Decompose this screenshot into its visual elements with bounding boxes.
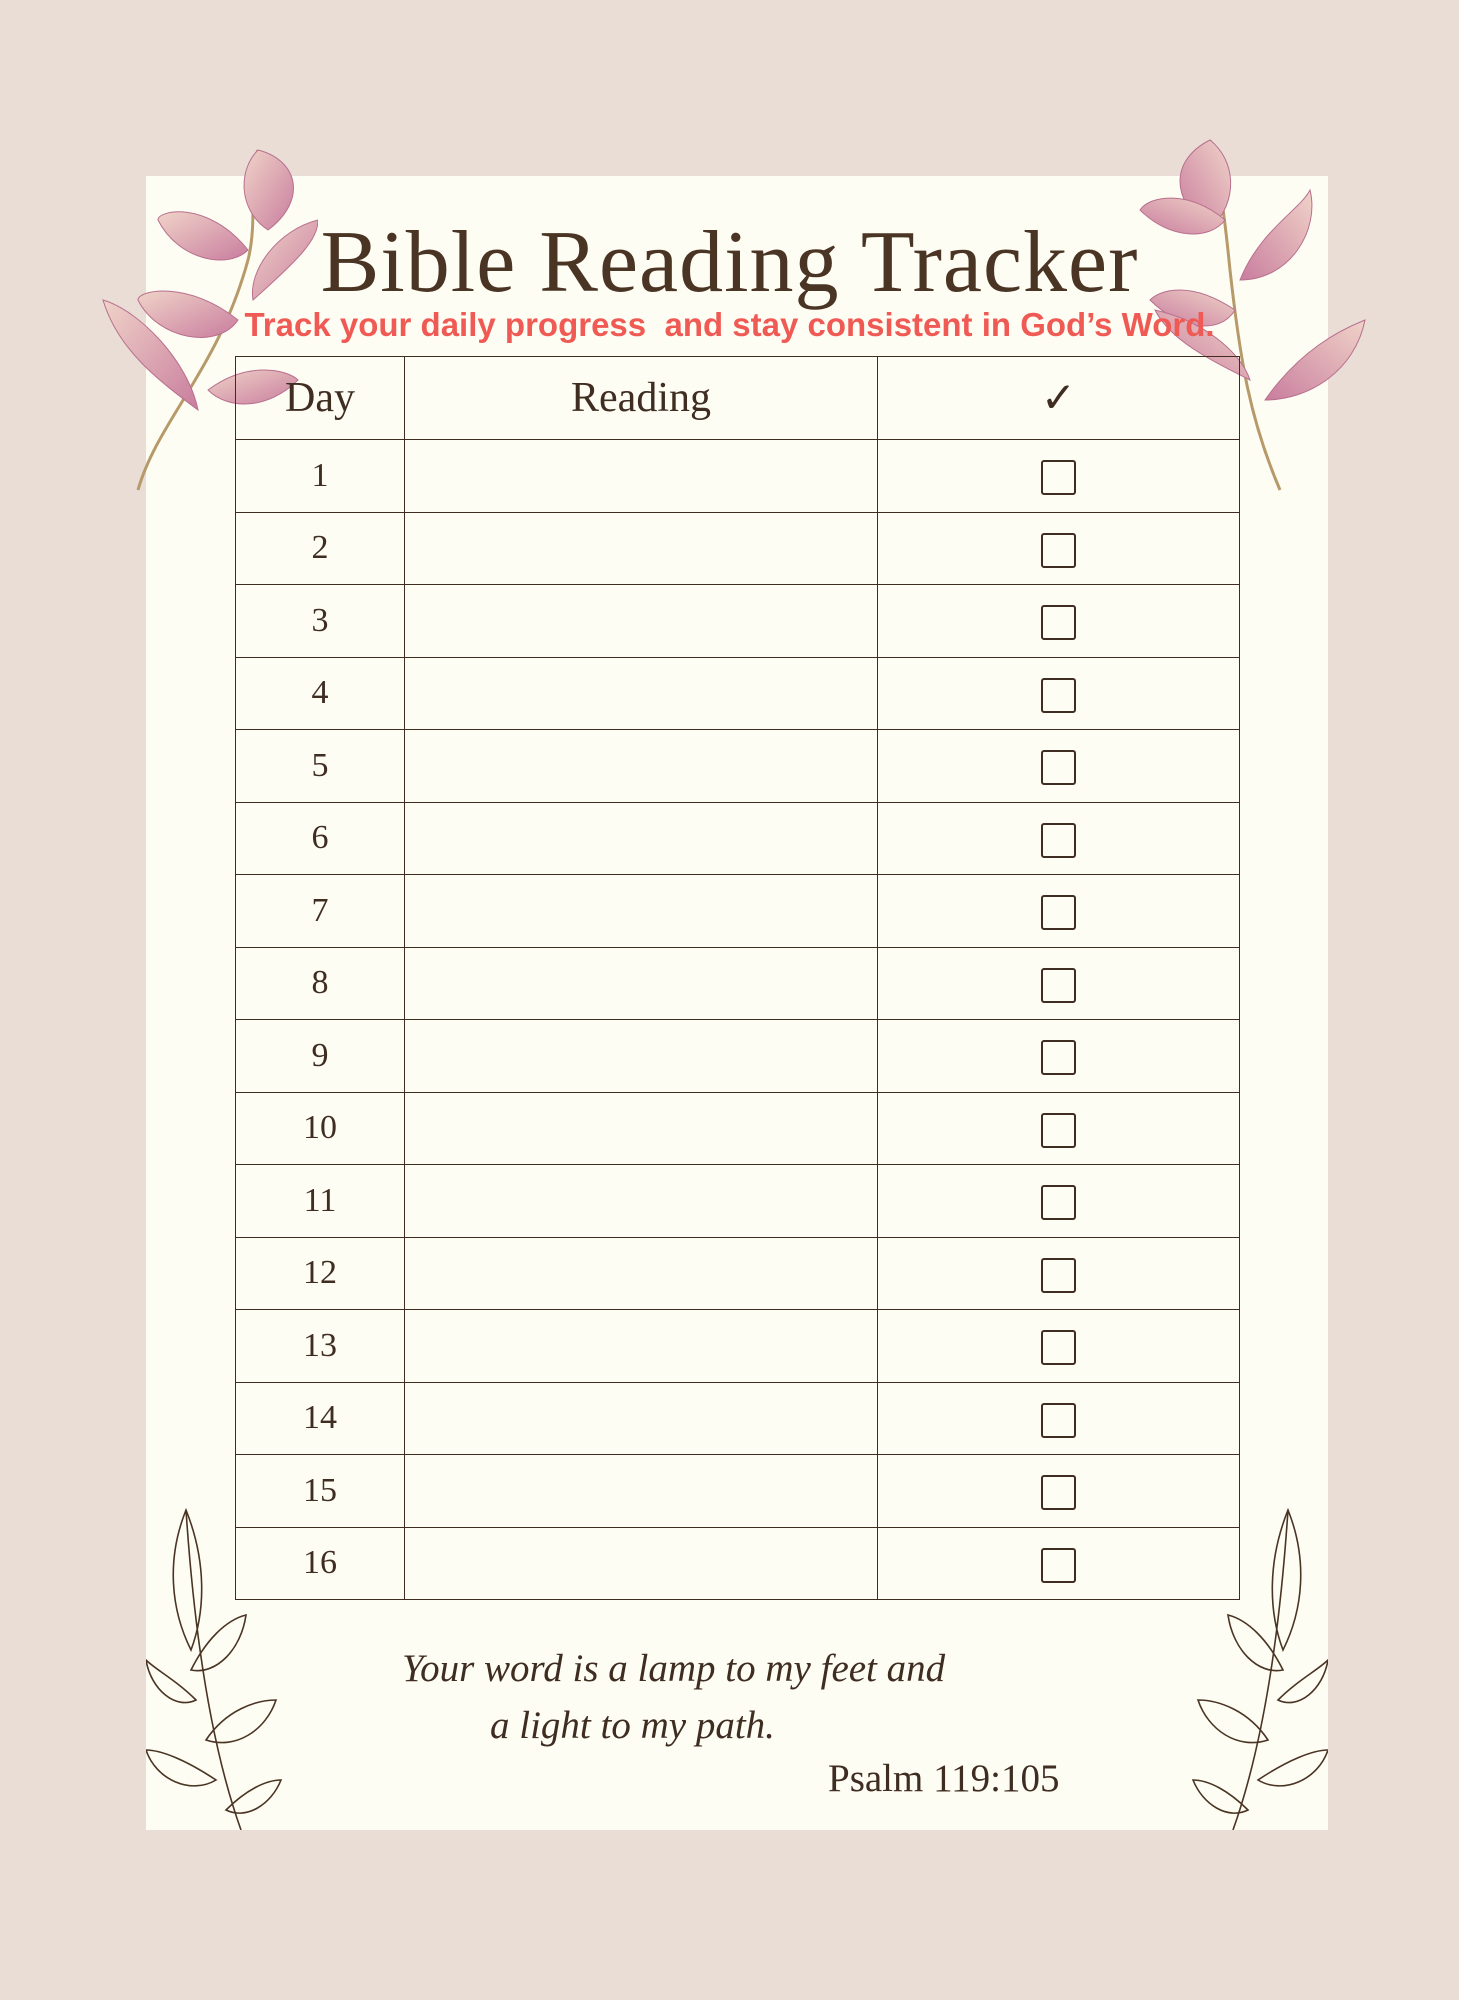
table-row — [236, 875, 1240, 948]
check-cell — [878, 440, 1240, 513]
reading-cell[interactable] — [405, 1092, 878, 1165]
table-row — [236, 1020, 1240, 1093]
verse-reference: Psalm 119:105 — [828, 1757, 1060, 1800]
day-number: 10 — [236, 1092, 405, 1165]
table-row — [236, 1382, 1240, 1455]
check-cell — [878, 1455, 1240, 1528]
day-number: 1 — [236, 440, 405, 513]
reading-cell[interactable] — [405, 1237, 878, 1310]
check-cell — [878, 1092, 1240, 1165]
table-row — [236, 585, 1240, 658]
checkbox[interactable] — [1041, 1548, 1076, 1583]
reading-cell[interactable] — [405, 440, 878, 513]
day-number: 3 — [236, 585, 405, 658]
table-row — [236, 802, 1240, 875]
reading-cell[interactable] — [405, 1165, 878, 1238]
checkbox[interactable] — [1041, 823, 1076, 858]
verse-line-2: a light to my path. — [490, 1704, 775, 1747]
day-number: 4 — [236, 657, 405, 730]
reading-cell[interactable] — [405, 730, 878, 803]
reading-cell[interactable] — [405, 947, 878, 1020]
checkbox[interactable] — [1041, 750, 1076, 785]
check-cell — [878, 1237, 1240, 1310]
checkbox[interactable] — [1041, 1040, 1076, 1075]
reading-tracker-table — [235, 356, 1240, 1600]
scripture-verse — [402, 1640, 945, 1754]
check-cell — [878, 1165, 1240, 1238]
check-cell — [878, 947, 1240, 1020]
table-row — [236, 657, 1240, 730]
checkbox[interactable] — [1041, 895, 1076, 930]
reading-cell[interactable] — [405, 1310, 878, 1383]
checkbox[interactable] — [1041, 1185, 1076, 1220]
check-cell — [878, 657, 1240, 730]
day-number: 8 — [236, 947, 405, 1020]
table-row — [236, 730, 1240, 803]
day-number: 12 — [236, 1237, 405, 1310]
check-cell — [878, 512, 1240, 585]
day-number: 15 — [236, 1455, 405, 1528]
page-subtitle: Track your daily progress and stay consistent in God’s Word. — [244, 306, 1215, 343]
day-number: 7 — [236, 875, 405, 948]
reading-cell[interactable] — [405, 875, 878, 948]
checkbox[interactable] — [1041, 460, 1076, 495]
check-cell — [878, 1527, 1240, 1600]
day-number: 6 — [236, 802, 405, 875]
check-cell — [878, 802, 1240, 875]
day-number: 9 — [236, 1020, 405, 1093]
table-header-row — [236, 357, 1240, 440]
checkbox[interactable] — [1041, 678, 1076, 713]
reading-cell[interactable] — [405, 802, 878, 875]
check-cell — [878, 875, 1240, 948]
table-row — [236, 512, 1240, 585]
reading-cell[interactable] — [405, 1455, 878, 1528]
table-row — [236, 1527, 1240, 1600]
checkbox[interactable] — [1041, 1403, 1076, 1438]
table-row — [236, 1092, 1240, 1165]
column-header-day: Day — [236, 357, 405, 440]
column-header-check: ✓ — [878, 357, 1240, 440]
day-number: 5 — [236, 730, 405, 803]
reading-cell[interactable] — [405, 512, 878, 585]
day-number: 14 — [236, 1382, 405, 1455]
day-number: 2 — [236, 512, 405, 585]
checkbox[interactable] — [1041, 1258, 1076, 1293]
table-row — [236, 1237, 1240, 1310]
table-row — [236, 1455, 1240, 1528]
reading-cell[interactable] — [405, 657, 878, 730]
checkbox[interactable] — [1041, 533, 1076, 568]
reading-cell[interactable] — [405, 1382, 878, 1455]
check-cell — [878, 1310, 1240, 1383]
checkbox[interactable] — [1041, 1330, 1076, 1365]
reading-cell[interactable] — [405, 1527, 878, 1600]
check-cell — [878, 585, 1240, 658]
reading-cell[interactable] — [405, 585, 878, 658]
checkbox[interactable] — [1041, 1475, 1076, 1510]
table-row — [236, 440, 1240, 513]
day-number: 11 — [236, 1165, 405, 1238]
checkbox[interactable] — [1041, 968, 1076, 1003]
page-title: Bible Reading Tracker — [320, 214, 1139, 311]
check-cell — [878, 730, 1240, 803]
checkbox[interactable] — [1041, 1113, 1076, 1148]
table-row — [236, 1310, 1240, 1383]
checkbox[interactable] — [1041, 605, 1076, 640]
reading-cell[interactable] — [405, 1020, 878, 1093]
check-cell — [878, 1382, 1240, 1455]
verse-line-1: Your word is a lamp to my feet and — [402, 1647, 946, 1690]
table-row — [236, 1165, 1240, 1238]
day-number: 13 — [236, 1310, 405, 1383]
column-header-reading: Reading — [405, 357, 878, 440]
day-number: 16 — [236, 1527, 405, 1600]
check-cell — [878, 1020, 1240, 1093]
table-row — [236, 947, 1240, 1020]
